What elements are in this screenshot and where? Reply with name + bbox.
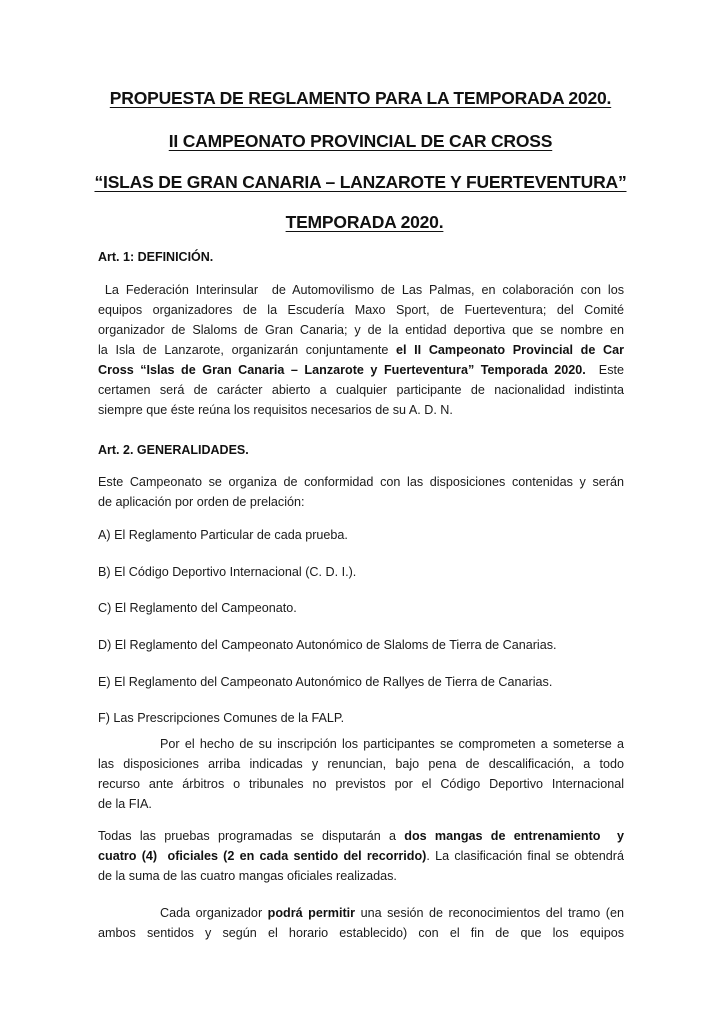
text-line <box>98 846 624 866</box>
bold-run: Cross “Islas de Gran Canaria – Lanzarote y Fuerteventura” Temporada 2020. <box>98 363 586 377</box>
bold-run: podrá permitir <box>267 906 356 920</box>
text-line: Por el hecho de su inscripción los participantes se comprometen a someterse a <box>160 737 624 751</box>
text-run: . La clasificación final se obtendrá <box>426 849 624 863</box>
text-line: equipos organizadores de la Escudería Maxo Sport, de Fuerteventura; del Comité <box>98 303 624 317</box>
list-item: F) Las Prescripciones Comunes de la FALP. <box>98 711 345 725</box>
bold-run: cuatro (4) oficiales (2 en cada sentido del recorrido) <box>98 849 427 863</box>
text-line: recurso ante árbitros o tribunales no previstos por el Código Deportivo Internacional <box>98 777 624 791</box>
bold-run: dos mangas de entrenamiento y <box>404 829 624 843</box>
art1-paragraph <box>98 280 624 420</box>
text-line: ambos sentidos y según el horario establecido) con el fin de que los equipos <box>98 926 624 940</box>
season-title: TEMPORADA 2020. <box>285 212 444 232</box>
text-run: Este <box>585 363 624 377</box>
list-item: D) El Reglamento del Campeonato Autonómico de Slaloms de Tierra de Canarias. <box>98 638 557 652</box>
text-line <box>98 903 624 923</box>
list-item: B) El Código Deportivo Internacional (C. D. I.). <box>98 565 357 579</box>
text-line: siempre que éste reúna los requisitos necesarios de su A. D. N. <box>98 403 453 417</box>
text-line: certamen será de carácter abierto a cualquier participante de nacionalidad indistinta <box>98 383 624 397</box>
document-title: PROPUESTA DE REGLAMENTO PARA LA TEMPORADA 2020. <box>109 88 612 108</box>
text-line: de aplicación por orden de prelación: <box>98 495 305 509</box>
text-run: la Isla de Lanzarote, organizarán conjuntamente <box>98 343 397 357</box>
text-line: Este Campeonato se organiza de conformidad con las disposiciones contenidas y serán <box>98 475 624 489</box>
text-line <box>98 826 624 846</box>
list-item: C) El Reglamento del Campeonato. <box>98 601 297 615</box>
organizador-paragraph <box>98 903 624 943</box>
pruebas-paragraph <box>98 826 624 886</box>
bold-run: el II Campeonato Provincial de Car <box>396 343 624 357</box>
art2-intro <box>98 472 624 512</box>
islands-title: “ISLAS DE GRAN CANARIA – LANZAROTE Y FUERTEVENTURA” <box>94 172 627 192</box>
text-run: Cada organizador <box>160 906 268 920</box>
list-item: E) El Reglamento del Campeonato Autonómico de Rallyes de Tierra de Canarias. <box>98 675 553 689</box>
text-run: una sesión de reconocimientos del tramo (en <box>355 906 624 920</box>
championship-title: II CAMPEONATO PROVINCIAL DE CAR CROSS <box>168 131 553 151</box>
inscription-paragraph <box>98 734 624 814</box>
list-item: A) El Reglamento Particular de cada prueba. <box>98 528 348 542</box>
art1-heading: Art. 1: DEFINICIÓN. <box>98 250 214 264</box>
text-line: La Federación Interinsular de Automovilismo de Las Palmas, en colaboración con los <box>98 283 624 297</box>
text-line: las disposiciones arriba indicadas y renuncian, bajo pena de descalificación, a todo <box>98 757 624 771</box>
text-line: organizador de Slaloms de Gran Canaria; y de la entidad deportiva que se nombre en <box>98 323 624 337</box>
text-line: de la suma de las cuatro mangas oficiales realizadas. <box>98 869 397 883</box>
art2-heading: Art. 2. GENERALIDADES. <box>98 443 249 457</box>
text-line <box>98 360 624 380</box>
text-run: Todas las pruebas programadas se disputarán a <box>98 829 405 843</box>
text-line: de la FIA. <box>98 797 152 811</box>
text-line <box>98 340 624 360</box>
